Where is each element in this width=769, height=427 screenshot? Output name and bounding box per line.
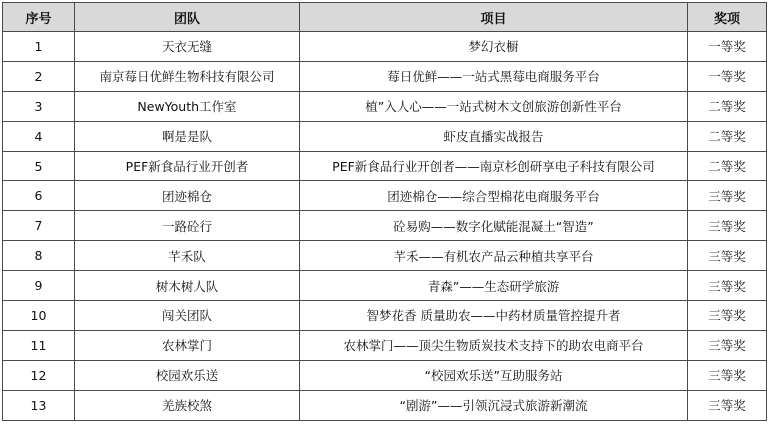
table-row — [3, 61, 767, 91]
row-project: 农林掌门——顶尖生物质炭技术支持下的助农电商平台 — [300, 330, 688, 360]
row-team: 校园欢乐送 — [75, 360, 300, 390]
awards-table — [2, 2, 767, 421]
row-team: 一路砼行 — [75, 211, 300, 241]
header-row — [3, 3, 767, 32]
row-team: 树木树人队 — [75, 271, 300, 301]
row-number: 6 — [3, 181, 75, 211]
row-team: 南京莓日优鲜生物科技有限公司 — [75, 61, 300, 91]
row-number: 1 — [3, 32, 75, 62]
table-row — [3, 241, 767, 271]
row-team: PEF新食品行业开创者 — [75, 151, 300, 181]
table-row — [3, 91, 767, 121]
row-award: 二等奖 — [688, 91, 767, 121]
row-project: “校园欢乐送”互助服务站 — [300, 360, 688, 390]
row-number: 10 — [3, 301, 75, 331]
row-award: 三等奖 — [688, 390, 767, 420]
row-number: 11 — [3, 330, 75, 360]
row-project: 莓日优鲜——一站式黑莓电商服务平台 — [300, 61, 688, 91]
row-project: PEF新食品行业开创者——南京杉创研享电子科技有限公司 — [300, 151, 688, 181]
row-award: 二等奖 — [688, 151, 767, 181]
table-header — [3, 3, 767, 32]
row-project: 虾皮直播实战报告 — [300, 121, 688, 151]
row-project: 砼易购——数字化赋能混凝土“智造” — [300, 211, 688, 241]
row-award: 一等奖 — [688, 32, 767, 62]
row-number: 4 — [3, 121, 75, 151]
header-team: 团队 — [75, 3, 300, 32]
row-project: “剧游”——引领沉浸式旅游新潮流 — [300, 390, 688, 420]
table-row — [3, 32, 767, 62]
row-project: 青森”——生态研学旅游 — [300, 271, 688, 301]
row-number: 7 — [3, 211, 75, 241]
row-award: 三等奖 — [688, 360, 767, 390]
row-project: 梦幻衣橱 — [300, 32, 688, 62]
row-project: 植”入人心——一站式树木文创旅游创新性平台 — [300, 91, 688, 121]
table-row — [3, 390, 767, 420]
row-award: 二等奖 — [688, 121, 767, 151]
row-award: 三等奖 — [688, 181, 767, 211]
row-team: 团迹棉仓 — [75, 181, 300, 211]
row-project: 智梦花香 质量助农——中药材质量管控提升者 — [300, 301, 688, 331]
table-row — [3, 360, 767, 390]
row-award: 三等奖 — [688, 330, 767, 360]
row-number: 5 — [3, 151, 75, 181]
table-row — [3, 301, 767, 331]
table-row — [3, 181, 767, 211]
row-team: 闯关团队 — [75, 301, 300, 331]
row-number: 12 — [3, 360, 75, 390]
row-team: NewYouth工作室 — [75, 91, 300, 121]
table-body — [3, 32, 767, 421]
table-row — [3, 271, 767, 301]
row-number: 3 — [3, 91, 75, 121]
row-number: 13 — [3, 390, 75, 420]
header-project: 项目 — [300, 3, 688, 32]
row-award: 三等奖 — [688, 241, 767, 271]
table-row — [3, 211, 767, 241]
row-team: 天衣无缝 — [75, 32, 300, 62]
row-award: 三等奖 — [688, 211, 767, 241]
row-project: 团迹棉仓——综合型棉花电商服务平台 — [300, 181, 688, 211]
table-row — [3, 330, 767, 360]
table-row — [3, 121, 767, 151]
row-team: 芊禾队 — [75, 241, 300, 271]
row-number: 9 — [3, 271, 75, 301]
row-team: 啊是是队 — [75, 121, 300, 151]
row-award: 三等奖 — [688, 301, 767, 331]
table-row — [3, 151, 767, 181]
header-number: 序号 — [3, 3, 75, 32]
row-number: 2 — [3, 61, 75, 91]
header-award: 奖项 — [688, 3, 767, 32]
row-team: 农林掌门 — [75, 330, 300, 360]
row-number: 8 — [3, 241, 75, 271]
row-team: 羌族校煞 — [75, 390, 300, 420]
row-award: 一等奖 — [688, 61, 767, 91]
row-award: 三等奖 — [688, 271, 767, 301]
row-project: 芊禾——有机农产品云种植共享平台 — [300, 241, 688, 271]
